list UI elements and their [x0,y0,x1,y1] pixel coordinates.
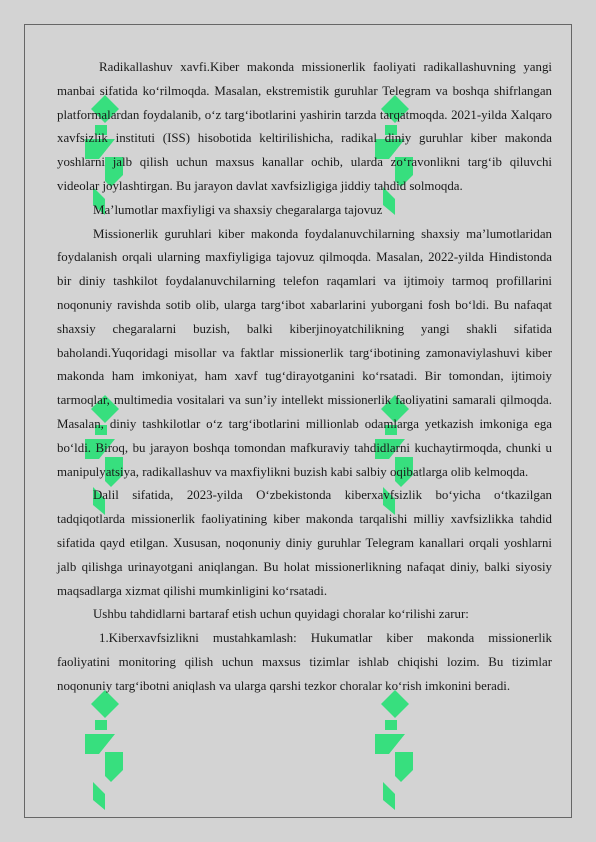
paragraph-radicalization: Radikallashuv xavfi.Kiber makonda missionerlik faoliyati radikallashuvning yangi manbai sifatida ko‘rilmoqda. Masalan, ekstremistik guruhlar Telegram va boshqa shifrlangan platformalardan foydalanib, o‘z targ‘ibotlarini yashirin tarzda tarqatmoqda. 2021-yilda Xalqaro xavfsizlik instituti (ISS) hisobotida keltirilishicha, radikal diniy guruhlar kiber makonda yoshlarni jalb qilish uchun maxsus kanallar ochib, ularda zo‘ravonlikni targ‘ib qiluvchi videolar joylashtirgan. Bu jarayon davlat xavfsizligiga jiddiy tahdid solmoqda. [57,60,552,193]
document-body [57,56,552,699]
paragraph-evidence: Dalil sifatida, 2023-yilda O‘zbekistonda kiberxavfsizlik bo‘yicha o‘tkazilgan tadqiqotlarda missionerlik faoliyatining kiber makonda tarqalishi milliy xavfsizlikka tahdid sifatida qayd etilgan. Xususan, noqonuniy diniy guruhlar Telegram kanallari orqali yoshlarni jalb qilishga urinayotgani aniqlangan. Bu holat missionerlikning nafaqat diniy, balki siyosiy maqsadlarga xizmat qilishi mumkinligini ko‘rsatadi. [57,488,552,598]
watermark-logo-icon [75,690,135,810]
watermark-logo-icon [365,690,425,810]
section-heading-privacy: Ma’lumotlar maxfiyligi va shaxsiy chegaralarga tajovuz [93,202,383,217]
paragraph-privacy: Missionerlik guruhlari kiber makonda foydalanuvchilarning shaxsiy ma’lumotlaridan foydalanish orqali ularning maxfiyligiga tajovuz qilmoqda. Masalan, 2022-yilda Hindistonda bir diniy tashkilot foydalanuvchilarning telefon raqamlari va ijtimoiy tarmoq profillarini noqonuniy ravishda sotib olib, ularga targ‘ibot xabarlarini yuborgani fosh bo‘ldi. Bu nafaqat shaxsiy chegaralarni buzish, balki kiberjinoyatchilikning yangi shakli sifatida baholandi.Yuqoridagi misollar va faktlar missionerlik targ‘ibotining zamonaviylashuvi kiber makonda ham imkoniyat, ham xavf tug‘dirayotganini ko‘rsatadi. Bir tomondan, ijtimoiy tarmoqlar, multimedia vositalari va sun’iy intellekt missionerlik faoliyatini samarali qilmoqda. Masalan, diniy tashkilotlar o‘z targ‘ibotlarini millionlab odamlarga yetkazish imkoniga ega bo‘ldi. Biroq, bu jarayon boshqa tomondan mafkuraviy tahdidlarni kuchaytirmoqda, chunki u manipulyatsiya, radikallashuv va maxfiylikni buzish kabi salbiy oqibatlarga olib kelmoqda. [57,226,552,479]
list-item-cybersecurity: 1.Kiberxavfsizlikni mustahkamlash: Hukumatlar kiber makonda missionerlik faoliyatini monitoring qilish uchun maxsus tizimlar ishlab chiqishi lozim. Bu tizimlar noqonuniy targ‘ibotni aniqlash va ularga qarshi tezkor choralar ko‘rish imkonini beradi. [57,631,552,693]
paragraph-measures-intro: Ushbu tahdidlarni bartaraf etish uchun quyidagi choralar ko‘rilishi zarur: [93,607,469,622]
